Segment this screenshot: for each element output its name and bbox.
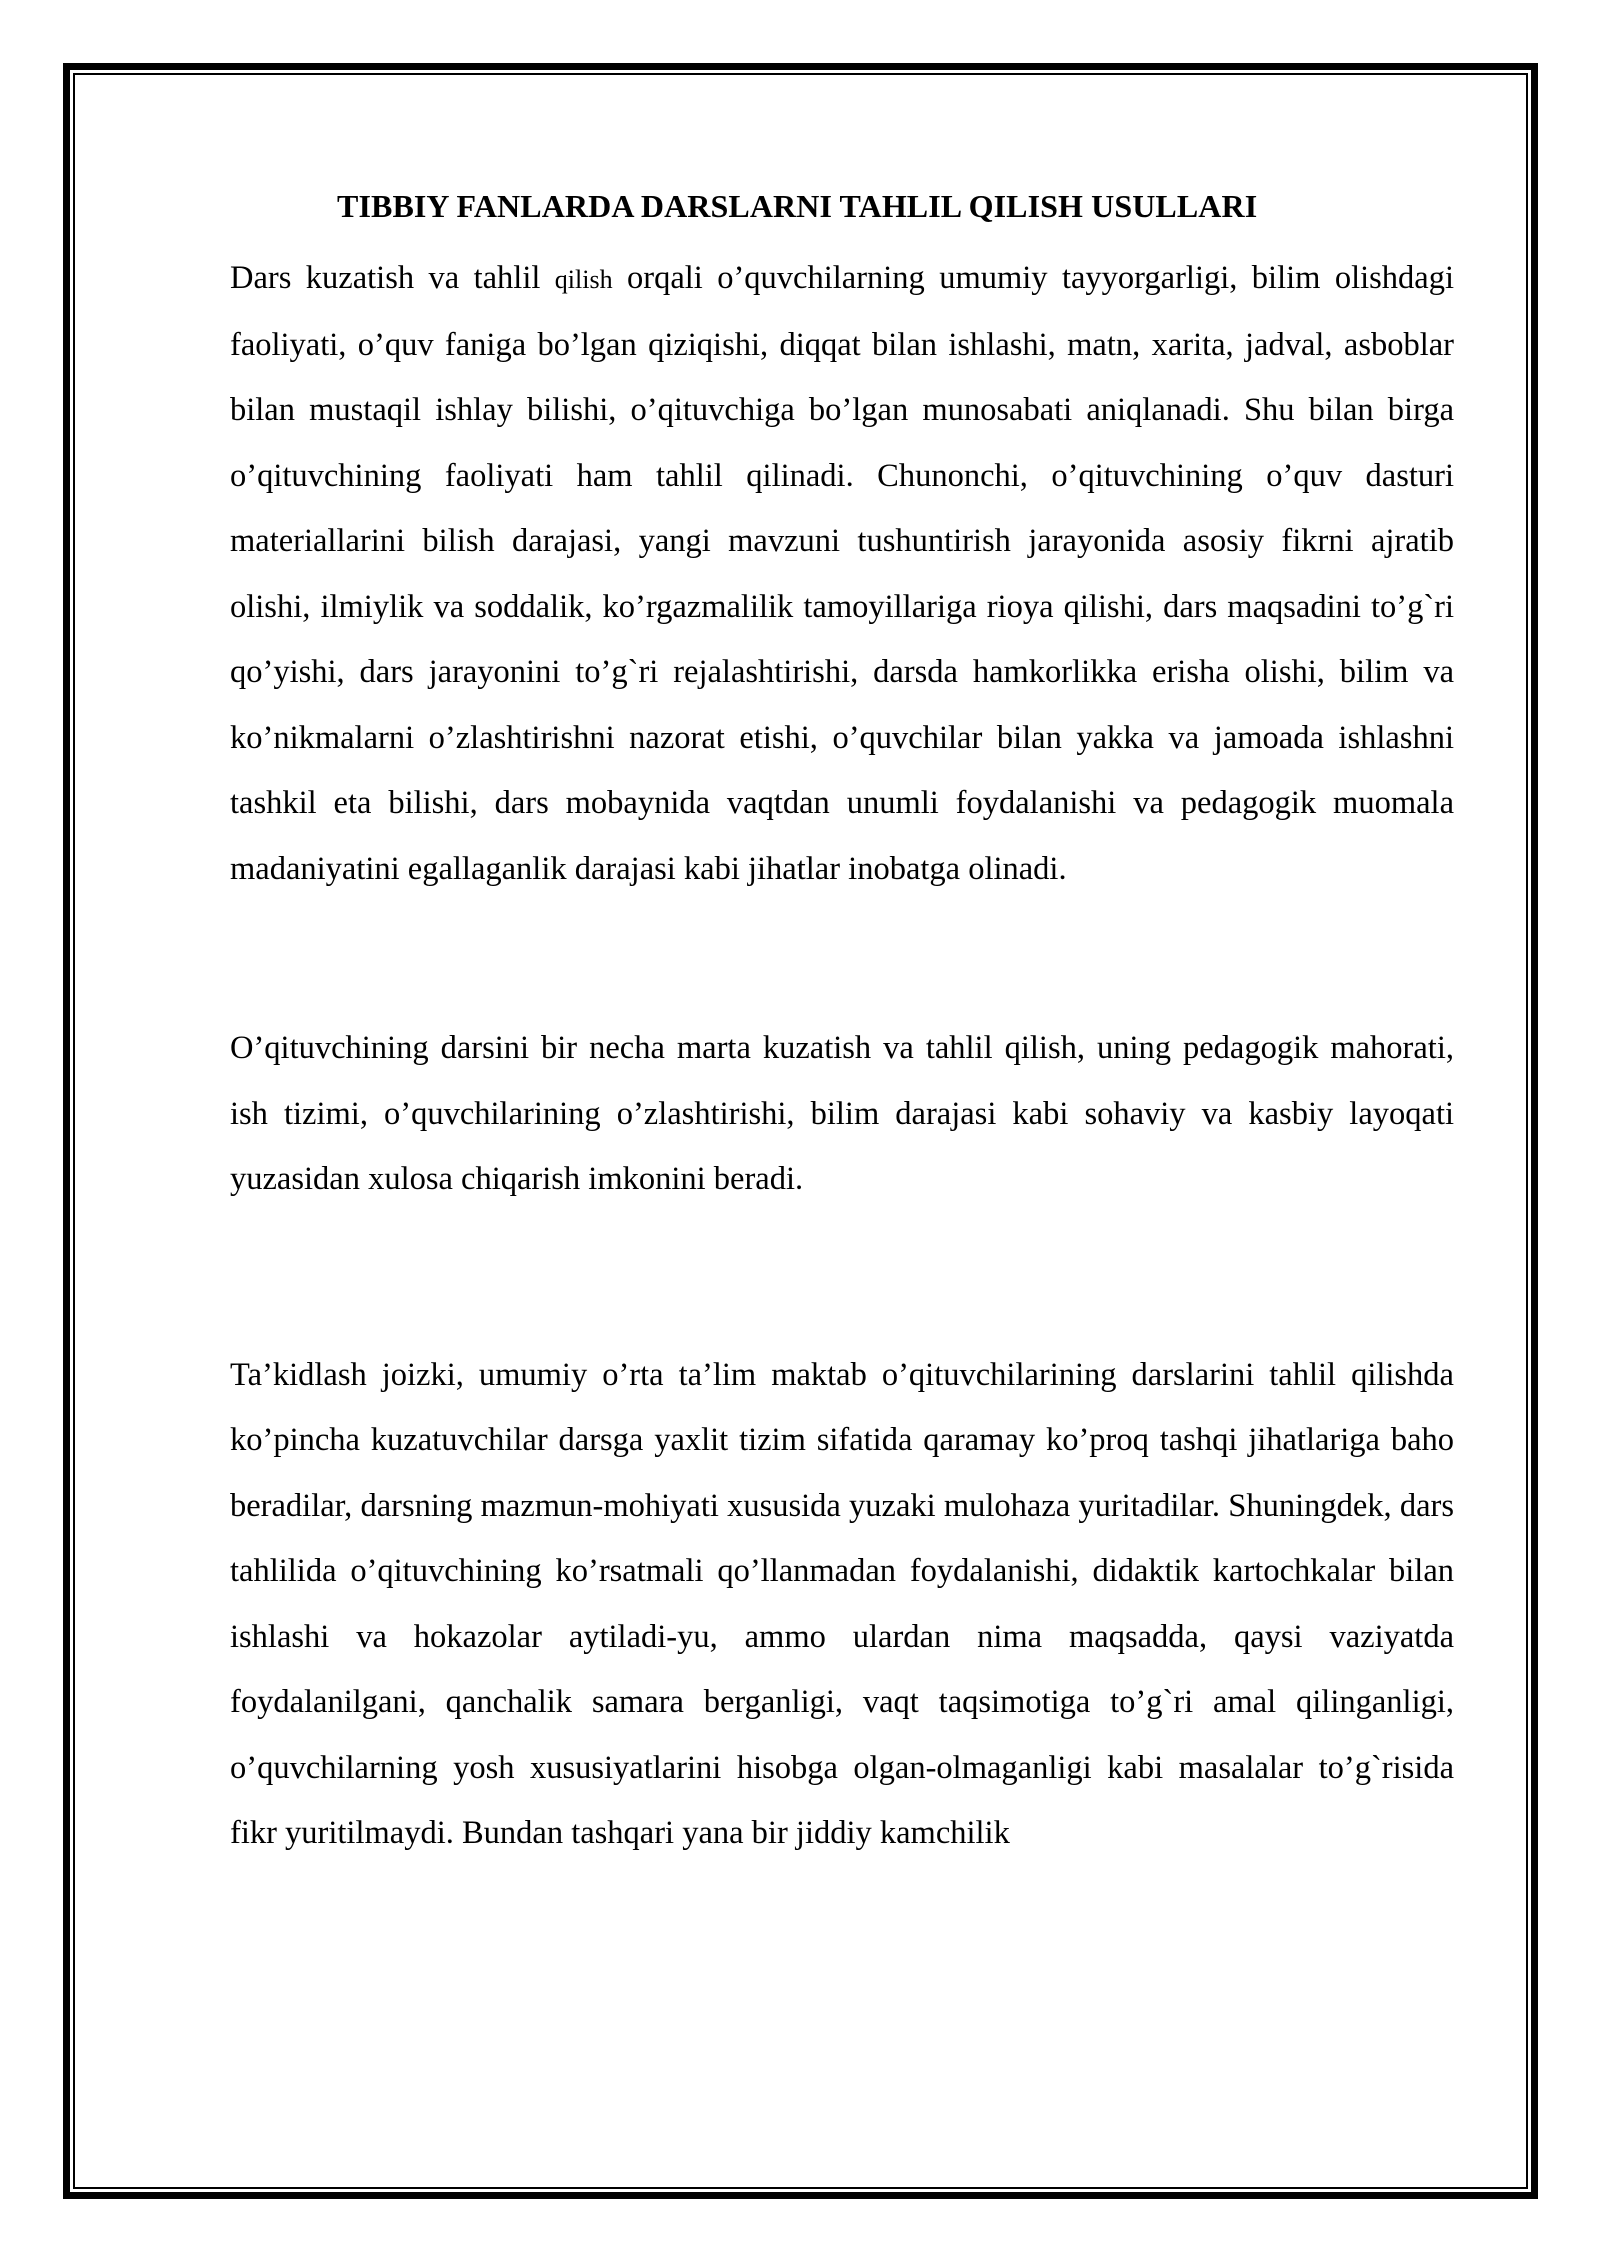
paragraph-1: [230, 246, 1454, 902]
document-title: TIBBIY FANLARDA DARSLARNI TAHLIL QILISH USULLARI: [337, 188, 1258, 224]
paragraph-1-start: Dars kuzatish va tahlil: [230, 260, 555, 296]
paragraph-2: O’qituvchining darsini bir necha marta kuzatish va tahlil qilish, uning pedagogik mahorati, ish tizimi, o’quvchilarining o’zlashtirishi, bilim darajasi kabi sohaviy va kasbiy layoqati yuzasidan xulosa chiqarish imkonini beradi.: [230, 1030, 1454, 1197]
paragraph-1-rest: orqali o’quvchilarning umumiy tayyorgarligi, bilim olishdagi faoliyati, o’quv faniga bo’lgan qiziqishi, diqqat bilan ishlashi, matn, xarita, jadval, asboblar bilan mustaqil ishlay bilishi, o’qituvchiga bo’lgan munosabati aniqlanadi. Shu bilan birga o’qituvchining faoliyati ham tahlil qilinadi. Chunonchi, o’qituvchining o’quv dasturi materiallarini bilish darajasi, yangi mavzuni tushuntirish jarayonida asosiy fikrni ajratib olishi, ilmiylik va soddalik, ko’rgazmalilik tamoyillariga rioya qilishi, dars maqsadini to’g`ri qo’yishi, dars jarayonini to’g`ri rejalashtirishi, darsda hamkorlikka erisha olishi, bilim va ko’nikmalarni o’zlashtirishni nazorat etishi, o’quvchilar bilan yakka va jamoada ishlashni tashkil eta bilishi, dars mobaynida vaqtdan unumli foydalanishi va pedagogik muomala madaniyatini egallaganlik darajasi kabi jihatlar inobatga olinadi.: [230, 260, 1454, 887]
paragraph-1-small-word: qilish: [554, 265, 613, 294]
document-body: [230, 180, 1454, 1867]
paragraph-3: Ta’kidlash joizki, umumiy o’rta ta’lim maktab o’qituvchilarining darslarini tahlil qilishda ko’pincha kuzatuvchilar darsga yaxlit tizim sifatida qaramay ko’proq tashqi jihatlariga baho beradilar, darsning mazmun-mohiyati xususida yuzaki mulohaza yuritadilar. Shuningdek, dars tahlilida o’qituvchining ko’rsatmali qo’llanmadan foydalanishi, didaktik kartochkalar bilan ishlashi va hokazolar aytiladi-yu, ammo ulardan nima maqsadda, qaysi vaziyatda foydalanilgani, qanchalik samara berganligi, vaqt taqsimotiga to’g`ri amal qilinganligi, o’quvchilarning yosh xususiyatlarini hisobga olgan-olmaganligi kabi masalalar to’g`risida fikr yuritilmaydi. Bundan tashqari yana bir jiddiy kamchilik: [230, 1356, 1454, 1851]
